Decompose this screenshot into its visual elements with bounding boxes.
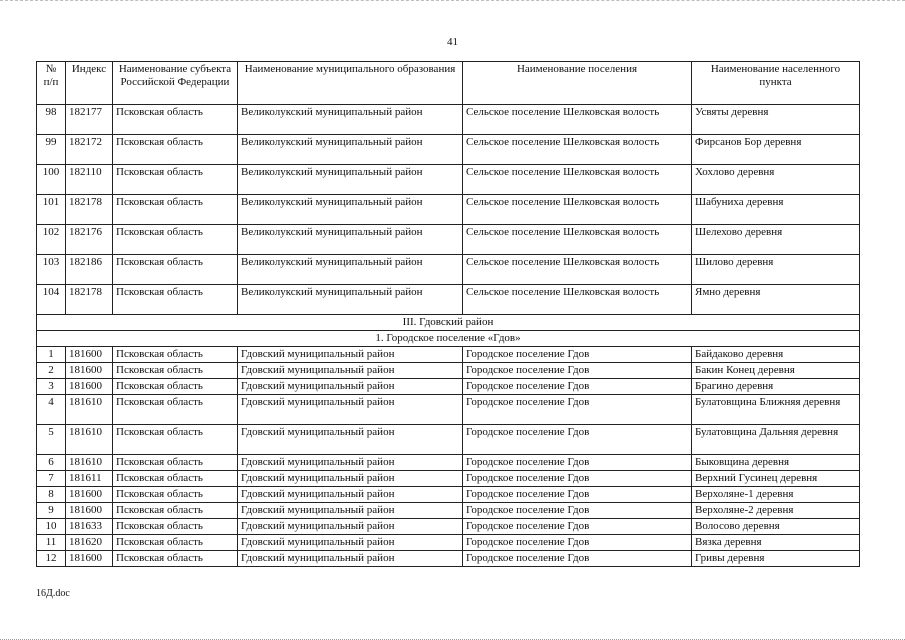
- postal-index: 181600: [66, 487, 113, 503]
- municipality: Гдовский муниципальный район: [238, 425, 463, 455]
- table-row: [37, 519, 860, 535]
- settlement: Сельское поселение Шелковская волость: [463, 165, 692, 195]
- col-header-number: № п/п: [37, 62, 66, 105]
- postal-index: 181600: [66, 503, 113, 519]
- section-row: [37, 315, 860, 331]
- table-row: [37, 425, 860, 455]
- municipality: Великолукский муниципальный район: [238, 195, 463, 225]
- settlement: Городское поселение Гдов: [463, 363, 692, 379]
- postal-index: 181633: [66, 519, 113, 535]
- table-row: [37, 105, 860, 135]
- table-row: [37, 487, 860, 503]
- postal-index: 181610: [66, 395, 113, 425]
- table-row: [37, 535, 860, 551]
- table-row: [37, 455, 860, 471]
- locality: Верхоляне-2 деревня: [692, 503, 860, 519]
- locality: Быковщина деревня: [692, 455, 860, 471]
- postal-index: 182177: [66, 105, 113, 135]
- section-title: III. Гдовский район: [37, 315, 860, 331]
- municipality: Гдовский муниципальный район: [238, 347, 463, 363]
- table-row: [37, 551, 860, 567]
- table-row: [37, 395, 860, 425]
- postal-index: 182176: [66, 225, 113, 255]
- municipality: Гдовский муниципальный район: [238, 471, 463, 487]
- table-header-row: [37, 62, 860, 105]
- federal-subject: Псковская область: [113, 347, 238, 363]
- postal-index: 182172: [66, 135, 113, 165]
- municipality: Великолукский муниципальный район: [238, 285, 463, 315]
- table-row: [37, 347, 860, 363]
- settlement: Городское поселение Гдов: [463, 471, 692, 487]
- municipality: Великолукский муниципальный район: [238, 165, 463, 195]
- settlement: Городское поселение Гдов: [463, 347, 692, 363]
- row-number: 7: [37, 471, 66, 487]
- row-number: 102: [37, 225, 66, 255]
- postal-index: 181610: [66, 455, 113, 471]
- page-number: 41: [447, 36, 458, 48]
- federal-subject: Псковская область: [113, 425, 238, 455]
- table-row: [37, 195, 860, 225]
- settlement: Сельское поселение Шелковская волость: [463, 285, 692, 315]
- federal-subject: Псковская область: [113, 225, 238, 255]
- subsection-row: [37, 331, 860, 347]
- locality: Фирсанов Бор деревня: [692, 135, 860, 165]
- row-number: 4: [37, 395, 66, 425]
- municipality: Гдовский муниципальный район: [238, 535, 463, 551]
- locality: Булатовщина Ближняя деревня: [692, 395, 860, 425]
- settlement: Сельское поселение Шелковская волость: [463, 255, 692, 285]
- postal-index: 181600: [66, 379, 113, 395]
- locality: Шилово деревня: [692, 255, 860, 285]
- federal-subject: Псковская область: [113, 551, 238, 567]
- municipality: Великолукский муниципальный район: [238, 255, 463, 285]
- federal-subject: Псковская область: [113, 195, 238, 225]
- federal-subject: Псковская область: [113, 363, 238, 379]
- federal-subject: Псковская область: [113, 379, 238, 395]
- row-number: 10: [37, 519, 66, 535]
- subsection-title: 1. Городское поселение «Гдов»: [37, 331, 860, 347]
- postal-index: 181610: [66, 425, 113, 455]
- settlement: Городское поселение Гдов: [463, 425, 692, 455]
- postal-index: 182186: [66, 255, 113, 285]
- table-row: [37, 363, 860, 379]
- row-number: 104: [37, 285, 66, 315]
- federal-subject: Псковская область: [113, 135, 238, 165]
- locality: Ямно деревня: [692, 285, 860, 315]
- municipality: Гдовский муниципальный район: [238, 395, 463, 425]
- postal-index: 181611: [66, 471, 113, 487]
- settlement: Городское поселение Гдов: [463, 395, 692, 425]
- row-number: 103: [37, 255, 66, 285]
- federal-subject: Псковская область: [113, 503, 238, 519]
- locality: Верхний Гусинец деревня: [692, 471, 860, 487]
- locality: Вязка деревня: [692, 535, 860, 551]
- settlement: Сельское поселение Шелковская волость: [463, 225, 692, 255]
- locality: Байдаково деревня: [692, 347, 860, 363]
- settlement: Городское поселение Гдов: [463, 503, 692, 519]
- postal-index: 182178: [66, 195, 113, 225]
- federal-subject: Псковская область: [113, 255, 238, 285]
- row-number: 98: [37, 105, 66, 135]
- municipality: Гдовский муниципальный район: [238, 519, 463, 535]
- row-number: 100: [37, 165, 66, 195]
- row-number: 1: [37, 347, 66, 363]
- row-number: 6: [37, 455, 66, 471]
- federal-subject: Псковская область: [113, 285, 238, 315]
- postal-index: 182110: [66, 165, 113, 195]
- row-number: 3: [37, 379, 66, 395]
- settlement: Сельское поселение Шелковская волость: [463, 195, 692, 225]
- federal-subject: Псковская область: [113, 471, 238, 487]
- federal-subject: Псковская область: [113, 487, 238, 503]
- table-row: [37, 165, 860, 195]
- locality: Шабуниха деревня: [692, 195, 860, 225]
- municipality: Гдовский муниципальный район: [238, 503, 463, 519]
- col-header-locality: Наименование населенного пункта: [692, 62, 860, 105]
- postal-index: 181620: [66, 535, 113, 551]
- locality: Усвяты деревня: [692, 105, 860, 135]
- federal-subject: Псковская область: [113, 455, 238, 471]
- settlement: Городское поселение Гдов: [463, 487, 692, 503]
- row-number: 11: [37, 535, 66, 551]
- settlement: Городское поселение Гдов: [463, 551, 692, 567]
- velikoluksky-rows: [37, 105, 860, 315]
- table-row: [37, 135, 860, 165]
- file-name-footer: 16Д.doc: [36, 588, 70, 599]
- table-row: [37, 471, 860, 487]
- locality: Шелехово деревня: [692, 225, 860, 255]
- gdovsky-rows: [37, 347, 860, 567]
- settlements-table: [36, 61, 860, 567]
- row-number: 5: [37, 425, 66, 455]
- municipality: Великолукский муниципальный район: [238, 105, 463, 135]
- municipality: Гдовский муниципальный район: [238, 379, 463, 395]
- postal-index: 181600: [66, 551, 113, 567]
- row-number: 8: [37, 487, 66, 503]
- locality: Брагино деревня: [692, 379, 860, 395]
- settlement: Сельское поселение Шелковская волость: [463, 135, 692, 165]
- table-row: [37, 225, 860, 255]
- municipality: Гдовский муниципальный район: [238, 363, 463, 379]
- table-row: [37, 255, 860, 285]
- table-row: [37, 379, 860, 395]
- municipality: Великолукский муниципальный район: [238, 225, 463, 255]
- locality: Гривы деревня: [692, 551, 860, 567]
- row-number: 99: [37, 135, 66, 165]
- municipality: Гдовский муниципальный район: [238, 551, 463, 567]
- settlement: Городское поселение Гдов: [463, 519, 692, 535]
- postal-index: 181600: [66, 363, 113, 379]
- federal-subject: Псковская область: [113, 535, 238, 551]
- federal-subject: Псковская область: [113, 165, 238, 195]
- postal-index: 181600: [66, 347, 113, 363]
- row-number: 9: [37, 503, 66, 519]
- col-header-subject: Наименование субъекта Российской Федерации: [113, 62, 238, 105]
- municipality: Гдовский муниципальный район: [238, 455, 463, 471]
- municipality: Гдовский муниципальный район: [238, 487, 463, 503]
- col-header-index: Индекс: [66, 62, 113, 105]
- col-header-settlement: Наименование поселения: [463, 62, 692, 105]
- scan-edge-bottom: [0, 633, 905, 640]
- locality: Бакин Конец деревня: [692, 363, 860, 379]
- locality: Булатовщина Дальняя деревня: [692, 425, 860, 455]
- row-number: 2: [37, 363, 66, 379]
- table-row: [37, 285, 860, 315]
- table-row: [37, 503, 860, 519]
- settlement: Городское поселение Гдов: [463, 455, 692, 471]
- federal-subject: Псковская область: [113, 105, 238, 135]
- municipality: Великолукский муниципальный район: [238, 135, 463, 165]
- locality: Верхоляне-1 деревня: [692, 487, 860, 503]
- federal-subject: Псковская область: [113, 519, 238, 535]
- scan-edge-top: [0, 0, 905, 5]
- settlement: Сельское поселение Шелковская волость: [463, 105, 692, 135]
- locality: Волосово деревня: [692, 519, 860, 535]
- col-header-municipality: Наименование муниципального образования: [238, 62, 463, 105]
- row-number: 12: [37, 551, 66, 567]
- settlement: Городское поселение Гдов: [463, 379, 692, 395]
- locality: Хохлово деревня: [692, 165, 860, 195]
- federal-subject: Псковская область: [113, 395, 238, 425]
- row-number: 101: [37, 195, 66, 225]
- postal-index: 182178: [66, 285, 113, 315]
- settlement: Городское поселение Гдов: [463, 535, 692, 551]
